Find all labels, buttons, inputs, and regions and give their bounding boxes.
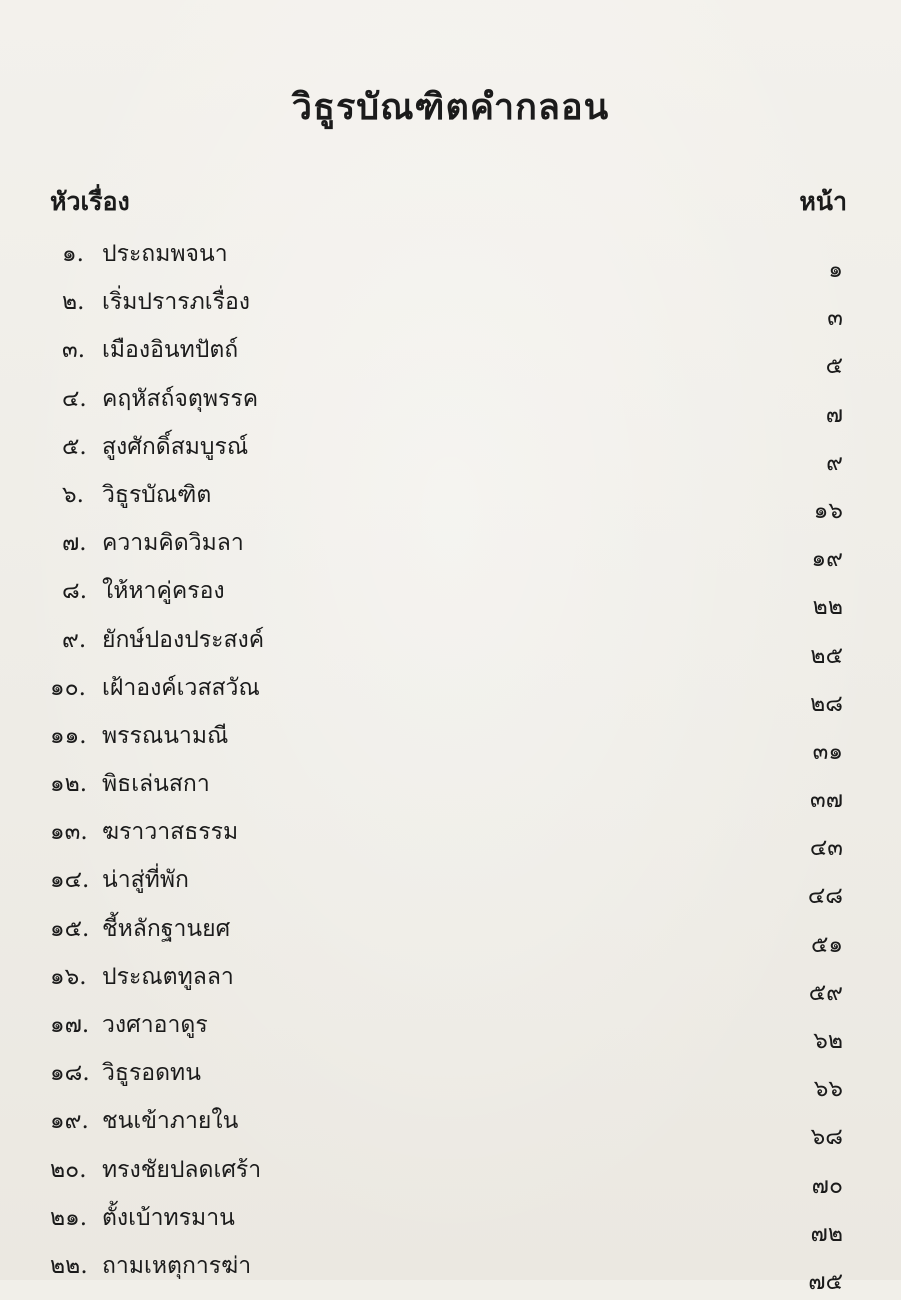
toc-entry-number: ๑๕. xyxy=(50,915,90,942)
toc-entry xyxy=(0,706,901,765)
toc-entry-number: ๑๘. xyxy=(50,1060,90,1087)
toc-entry-page: ๗ xyxy=(825,401,843,428)
toc-entry-page: ๒๕ xyxy=(810,642,843,669)
toc-entry xyxy=(0,850,901,910)
toc-entry-number: ๙. xyxy=(62,626,87,653)
toc-entry xyxy=(0,947,901,1006)
toc-entry-title: น่าสู่ที่พัก xyxy=(102,867,189,894)
toc-entry-page: ๓ xyxy=(827,305,843,332)
toc-entry-number: ๑๙. xyxy=(50,1108,89,1135)
toc-entry-page: ๔๓ xyxy=(809,835,843,862)
column-header-topic: หัวเรื่อง xyxy=(50,187,130,216)
toc-entry-number: ๑๒. xyxy=(50,771,88,798)
toc-entry xyxy=(0,754,901,814)
column-header-page: หน้า xyxy=(799,187,847,216)
toc-entry-number: ๖. xyxy=(62,481,84,508)
toc-entry xyxy=(0,320,901,380)
toc-entry xyxy=(0,561,901,621)
toc-entry-title: ทรงชัยปลดเศร้า xyxy=(102,1156,262,1183)
toc-entry-page: ๓๗ xyxy=(809,787,843,814)
toc-entry-title: วิธูรบัณฑิต xyxy=(102,481,212,508)
toc-entry xyxy=(0,899,901,958)
toc-entry-title: วิธูรอดทน xyxy=(102,1060,201,1087)
toc-entry-title: พิธเล่นสกา xyxy=(102,771,210,798)
toc-entry xyxy=(0,465,901,524)
table-of-contents xyxy=(0,224,901,1295)
page-title: วิธูรบัณฑิตคำกลอน xyxy=(291,86,610,128)
toc-entry-title: เมืองอินทปัตถ์ xyxy=(102,337,239,364)
toc-entry xyxy=(0,1091,901,1151)
toc-entry-title: วงศาอาดูร xyxy=(102,1012,208,1038)
toc-entry-title: ให้หาคู่ครอง xyxy=(102,578,225,605)
toc-entry-page: ๕ xyxy=(825,353,843,380)
toc-entry-page: ๑๙ xyxy=(811,546,843,573)
toc-entry xyxy=(0,610,901,669)
toc-entry-number: ๘. xyxy=(62,578,88,605)
toc-entry xyxy=(0,1236,901,1295)
toc-entry-title: พรรณนามณี xyxy=(102,722,229,749)
toc-entry-number: ๕. xyxy=(62,433,87,460)
toc-entry-title: ยักษ์ปองประสงค์ xyxy=(102,626,265,653)
toc-entry xyxy=(0,224,901,283)
toc-entry-page: ๗๐ xyxy=(811,1172,843,1199)
toc-entry-number: ๑๓. xyxy=(50,819,88,846)
toc-entry-number: ๒. xyxy=(62,289,85,316)
toc-entry-title: ถามเหตุการฆ่า xyxy=(102,1252,252,1279)
toc-entry-page: ๓๑ xyxy=(812,738,843,765)
toc-entry-title: สูงศักดิ์สมบูรณ์ xyxy=(102,433,249,460)
toc-entry-title: เฝ้าองค์เวสสวัณ xyxy=(102,674,260,701)
toc-entry-title: ประณตทูลลา xyxy=(102,963,234,990)
toc-entry-number: ๑๑. xyxy=(50,722,87,749)
toc-entry-number: ๔. xyxy=(62,385,87,412)
toc-entry-number: ๑๗. xyxy=(50,1012,90,1038)
toc-entry xyxy=(0,1140,901,1199)
toc-entry-title: ความคิดวิมลา xyxy=(102,530,244,557)
toc-entry-title: เริ่มปรารภเรื่อง xyxy=(102,289,251,316)
toc-entry-page: ๒๘ xyxy=(810,690,843,717)
toc-entry xyxy=(0,658,901,717)
toc-entry-page: ๙ xyxy=(826,449,843,476)
toc-entry-page: ๖๘ xyxy=(810,1124,843,1151)
toc-entry-page: ๒๒ xyxy=(812,594,843,621)
toc-entry-page: ๑๖ xyxy=(813,497,843,524)
toc-entry xyxy=(0,1043,901,1103)
toc-entry-page: ๗๒ xyxy=(810,1220,843,1247)
toc-entry-page: ๕๑ xyxy=(810,931,843,958)
toc-entry-title: ฆราวาสธรรม xyxy=(102,819,239,846)
toc-entry-number: ๒๒. xyxy=(50,1252,88,1279)
toc-entry-page: ๖๖ xyxy=(813,1076,843,1103)
toc-entry xyxy=(0,272,901,332)
toc-entry-title: ประถมพจนา xyxy=(102,241,228,267)
toc-entry-number: ๑. xyxy=(62,241,84,267)
toc-entry-number: ๑๐. xyxy=(50,674,86,701)
toc-entry xyxy=(0,369,901,428)
toc-entry-number: ๑๖. xyxy=(50,963,87,990)
toc-entry-title: ชี้หลักฐานยศ xyxy=(102,915,231,942)
toc-entry-number: ๒๐. xyxy=(50,1156,87,1183)
toc-entry-number: ๑๔. xyxy=(50,867,90,894)
toc-entry-number: ๗. xyxy=(62,530,87,557)
toc-entry xyxy=(0,417,901,476)
toc-entry xyxy=(0,513,901,573)
toc-entry-page: ๗๕ xyxy=(808,1268,843,1295)
toc-entry xyxy=(0,802,901,862)
toc-entry-page: ๔๘ xyxy=(807,883,843,910)
toc-entry-title: คฤหัสถ์จตุพรรค xyxy=(102,385,259,412)
toc-entry-page: ๖๒ xyxy=(813,1028,843,1054)
toc-entry xyxy=(0,995,901,1054)
toc-entry-title: ตั้งเบ้าทรมาน xyxy=(102,1204,235,1231)
toc-entry-page: ๕๙ xyxy=(808,979,843,1006)
toc-entry-page: ๑ xyxy=(828,257,843,283)
toc-entry-title: ชนเข้าภายใน xyxy=(102,1108,239,1135)
toc-entry-number: ๒๑. xyxy=(50,1204,88,1231)
toc-entry-number: ๓. xyxy=(62,337,86,364)
toc-entry xyxy=(0,1188,901,1247)
